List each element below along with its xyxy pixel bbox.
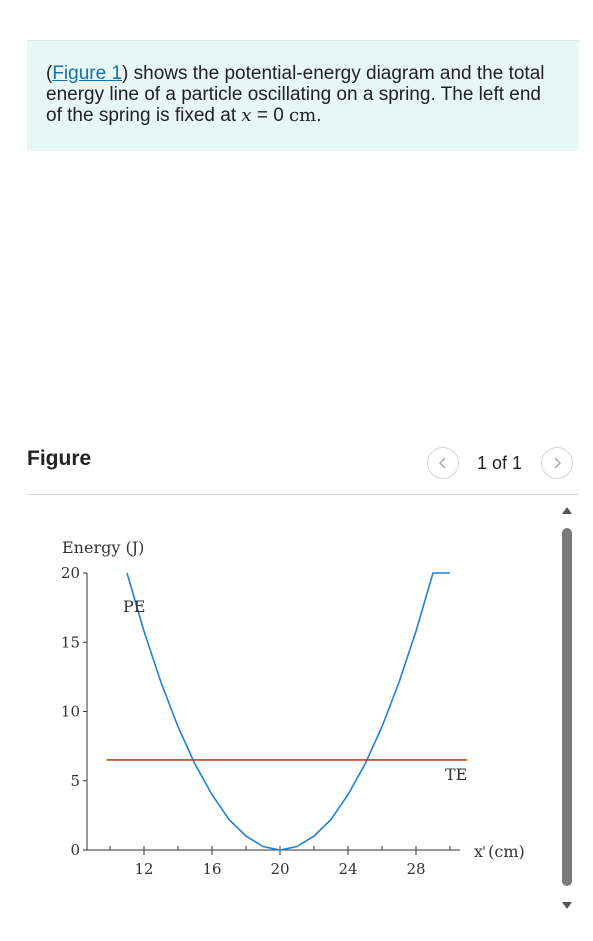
y-tick-label: 5 xyxy=(70,771,80,790)
problem-statement xyxy=(27,40,579,151)
y-axis-label: Energy (J) xyxy=(62,538,145,557)
problem-text-end: . xyxy=(316,105,322,126)
pe-curve xyxy=(127,573,450,850)
x-tick-label: 16 xyxy=(202,860,222,878)
scroll-thumb[interactable] xyxy=(562,528,572,886)
y-tick-label: 20 xyxy=(60,564,80,582)
y-tick-label: 10 xyxy=(60,702,80,721)
scroll-up-arrow-icon[interactable] xyxy=(560,503,574,517)
y-tick-label: 15 xyxy=(60,633,80,652)
y-tick-label: 0 xyxy=(70,841,80,859)
chevron-right-icon xyxy=(551,456,563,470)
math-unit-cm: cm xyxy=(289,105,317,126)
scroll-down-arrow-icon[interactable] xyxy=(560,899,574,913)
next-figure-button[interactable] xyxy=(541,447,573,479)
x-tick-label: 12 xyxy=(134,860,154,878)
x-tick-label: 28 xyxy=(406,860,426,878)
page-indicator: 1 of 1 xyxy=(477,453,523,473)
figure-header xyxy=(27,442,579,495)
x-axis-label: x (cm) xyxy=(474,842,525,861)
problem-text-open: ( xyxy=(46,63,53,84)
x-tick-label: 20 xyxy=(270,860,290,878)
problem-text-body: ) shows the potential-energy diagram and the total energy line of a particle oscillating on a spring. The left end of the spring is fixed at xyxy=(46,63,545,126)
math-equals: = 0 xyxy=(251,105,290,126)
x-tick-label: 24 xyxy=(338,860,358,878)
te-line-label: TE xyxy=(445,764,468,784)
previous-figure-button[interactable] xyxy=(427,447,459,479)
energy-chart xyxy=(30,525,550,885)
chevron-left-icon xyxy=(437,456,449,470)
math-variable-x: x xyxy=(241,105,252,126)
vertical-scrollbar[interactable] xyxy=(560,500,574,916)
figure-link[interactable]: Figure 1 xyxy=(52,63,123,84)
figure-title: Figure xyxy=(27,447,92,470)
pe-curve-label: PE xyxy=(123,597,146,616)
